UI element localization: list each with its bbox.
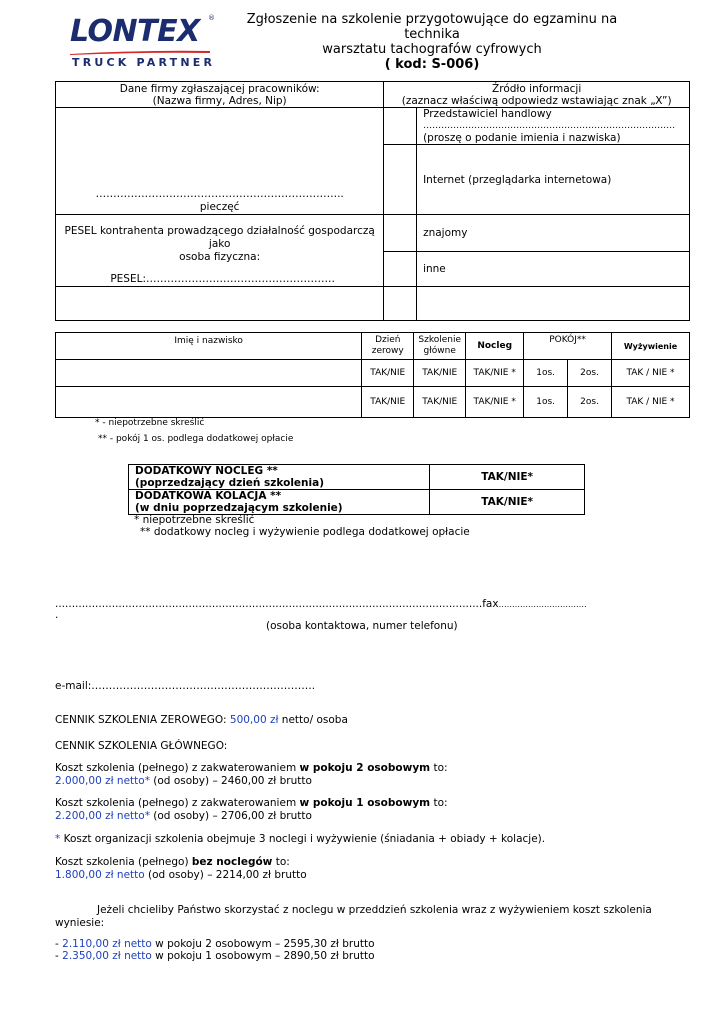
company-data-field[interactable] [56,108,384,215]
source-option-acquaintance: znajomy [417,215,690,252]
extra-dinner-label: DODATKOWA KOLACJA ** (w dniu poprzedzającym szkolenie) [129,490,430,515]
extra-pricing-intro: Jeżeli chcieliby Państwo skorzystać z noclegu w przeddzień szkolenia wraz z wyżywieniem koszt szkolenia [97,904,652,916]
participants-table [55,332,690,418]
title-line-2: warsztatu tachografów cyfrowych [322,42,542,57]
room-double-choice[interactable]: 2os. [568,360,612,387]
table-row [56,360,690,387]
accommodation-choice[interactable]: TAK/NIE * [466,360,524,387]
participant-name-field[interactable] [56,360,362,387]
stamp-label: pieczęć [199,201,240,213]
meals-choice[interactable]: TAK / NIE * [612,360,690,387]
company-logo [70,14,220,70]
source-header: Źródło informacji (zaznacz właściwą odpowiedz wstawiając znak „X”) [384,82,690,108]
logo-word: LONTEX [70,14,200,49]
price-main-header: CENNIK SZKOLENIA GŁÓWNEGO: [55,740,228,752]
participant-name-field[interactable] [56,387,362,418]
course-code: ( kod: S-006) [384,57,480,72]
company-form-table [55,81,690,321]
extra-price-single: - 2.350,00 zł netto w pokoju 1 osobowym – 2890,50 zł brutto [55,950,375,962]
logo-swoosh-icon [70,50,210,55]
table-row [56,387,690,418]
price-double-room: Koszt szkolenia (pełnego) z zakwaterowaniem w pokoju 2 osobowym to: 2.000,00 zł netto* (od osoby) – 2460,00 zł brutto [55,762,448,787]
main-training-choice[interactable]: TAK/NIE [414,360,466,387]
source-option-sales-rep: Przedstawiciel handlowy ………………………………………………………………………… (proszę o podanie imienia i nazwiska) [417,108,690,145]
source-checkbox-1[interactable] [384,108,417,145]
logo-registered-mark: ® [208,14,215,22]
email-field[interactable]: e-mail:………………………………………………………. [55,680,316,692]
empty-cell [56,287,384,321]
zero-day-choice[interactable]: TAK/NIE [362,387,414,418]
header-zero-day: Dzień zerowy [362,333,414,360]
document-title [232,12,632,72]
room-single-choice[interactable]: 1os. [524,360,568,387]
header-room: POKÓJ** [524,333,612,360]
main-training-choice[interactable]: TAK/NIE [414,387,466,418]
room-double-choice[interactable]: 2os. [568,387,612,418]
extra-pricing-intro-2: wyniesie: [55,917,105,929]
header-name: Imię i nazwisko [56,333,362,360]
pesel-field[interactable]: PESEL kontrahenta prowadzącego działalność gospodarczą jako osoba fizyczna: PESEL:……………………………………………… [56,215,384,287]
meals-choice[interactable]: TAK / NIE * [612,387,690,418]
extras-note-2: ** dodatkowy nocleg i wyżywienie podlega dodatkowej opłacie [140,526,470,538]
contact-dot: . [55,609,59,621]
participants-note-1: * - niepotrzebne skreślić [95,418,205,428]
price-note: * Koszt organizacji szkolenia obejmuje 3 noclegi i wyżywienie (śniadania + obiady + kolacje). [55,833,546,845]
extra-night-choice[interactable]: TAK/NIE* [430,465,585,490]
company-header: Dane firmy zgłaszającej pracowników: (Nazwa firmy, Adres, Nip) [56,82,384,108]
room-single-choice[interactable]: 1os. [524,387,568,418]
price-single-room: Koszt szkolenia (pełnego) z zakwaterowaniem w pokoju 1 osobowym to: 2.200,00 zł netto* (od osoby) – 2706,00 zł brutto [55,797,448,822]
extras-table [128,464,585,515]
header-main-training: Szkolenie główne [414,333,466,360]
contact-label: (osoba kontaktowa, numer telefonu) [266,620,458,632]
stamp-dots: …………………………………………………………….. [95,188,344,200]
participants-note-2: ** - pokój 1 os. podlega dodatkowej opłacie [98,434,294,444]
contact-field[interactable]: ................................................................................................................................fax…………………………… [55,598,587,610]
source-checkbox-5[interactable] [384,287,417,321]
logo-subtitle: TRUCK PARTNER [72,56,216,69]
source-other-field[interactable] [417,287,690,321]
accommodation-choice[interactable]: TAK/NIE * [466,387,524,418]
header-accommodation: Nocleg [466,333,524,360]
price-no-accommodation: Koszt szkolenia (pełnego) bez noclegów to: 1.800,00 zł netto (od osoby) – 2214,00 zł brutto [55,856,307,881]
header-meals: Wyżywienie [612,333,690,360]
source-option-other: inne [417,251,690,286]
pesel-label: PESEL:……………………………………………… [110,273,335,285]
title-line-1: Zgłoszenie na szkolenie przygotowujące do egzaminu na technika [246,12,618,42]
price-zero: CENNIK SZKOLENIA ZEROWEGO: 500,00 zł netto/ osoba [55,714,348,726]
zero-day-choice[interactable]: TAK/NIE [362,360,414,387]
source-checkbox-4[interactable] [384,251,417,286]
source-checkbox-2[interactable] [384,145,417,215]
extra-dinner-choice[interactable]: TAK/NIE* [430,490,585,515]
extra-night-label: DODATKOWY NOCLEG ** (poprzedzający dzień szkolenia) [129,465,430,490]
source-checkbox-3[interactable] [384,215,417,252]
source-option-internet: Internet (przeglądarka internetowa) [417,145,690,215]
extras-note-1: * niepotrzebne skreślić [134,514,255,526]
extra-price-double: - 2.110,00 zł netto w pokoju 2 osobowym – 2595,30 zł brutto [55,938,375,950]
